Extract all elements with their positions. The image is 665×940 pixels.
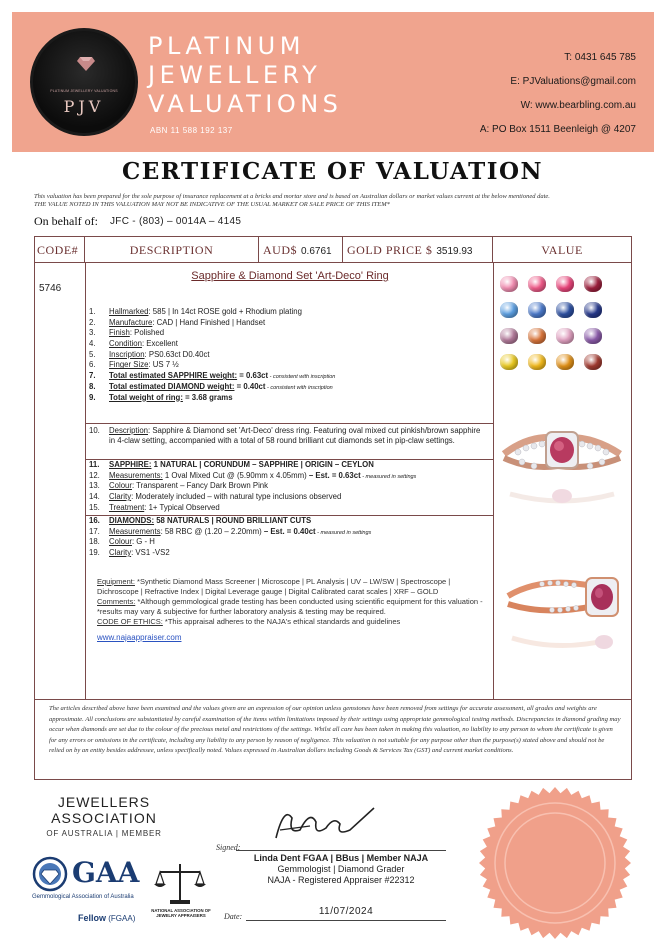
gem-swatch [556, 354, 574, 370]
line-number: 9. [89, 392, 96, 402]
jewellers-line-1: JEWELLERS [57, 794, 151, 810]
brand-line-3: VALUATIONS [148, 90, 343, 118]
gem-swatch [556, 276, 574, 292]
diamond-clarity [85, 548, 493, 559]
gem-swatch [584, 328, 602, 344]
line-number: 13. [89, 481, 100, 491]
colour-label: Colour [109, 537, 132, 547]
line-label: Total estimated SAPPHIRE weight: [109, 371, 238, 381]
letterhead [12, 12, 654, 152]
line-value: : US 7 ½ [148, 360, 179, 370]
postal-address: A: PO Box 1511 Beenleigh @ 4207 [479, 124, 636, 135]
sapphire-section [85, 459, 493, 513]
email: E: PJValuations@gmail.com [510, 76, 636, 87]
gem-swatch [556, 302, 574, 318]
line-number: 1. [89, 307, 96, 316]
colour-value: : G - H [131, 537, 155, 547]
diamond-icon [77, 57, 95, 71]
gold-price-header [343, 237, 493, 263]
jewellers-line-3: OF AUSTRALIA | MEMBER [46, 829, 162, 838]
value-column-divider [493, 263, 494, 699]
line-number: 17. [89, 526, 100, 536]
line-value: : PS0.63ct D0.40ct [144, 349, 210, 359]
embossed-seal-icon [478, 786, 632, 940]
measurements-label: Measurements: [109, 470, 163, 480]
gem-swatch [528, 354, 546, 370]
line-text [109, 318, 265, 329]
line-label: Finish [109, 328, 130, 338]
line-number: 4. [89, 339, 96, 349]
ring-reflection-bottom [508, 632, 620, 654]
estimate-note: - measured in settings [315, 529, 372, 536]
line-number: 5. [89, 349, 96, 359]
signer-details [236, 853, 446, 886]
diamond-heading [85, 516, 493, 527]
treatment-value: : 1+ Typical Observed [144, 502, 220, 512]
estimate-note: - measured in settings [360, 473, 417, 480]
signer-name: Linda Dent FGAA | BBus | Member NAJA [253, 853, 429, 863]
aud-label: AUD$ [263, 243, 297, 257]
line-number: 18. [89, 537, 100, 547]
naja-name: NATIONAL ASSOCIATION OF JEWELRY APPRAISERS [151, 908, 211, 918]
item-code: 5746 [39, 283, 62, 294]
colour-label: Colour [109, 481, 132, 491]
signed-label: Signed: [216, 843, 241, 852]
diamond-summary: 58 NATURALS | ROUND BRILLIANT CUTS [154, 516, 312, 525]
gold-label: GOLD PRICE $ [347, 243, 433, 257]
gaa-full-name: Gemmological Association of Australia [32, 894, 134, 900]
gem-swatch [500, 328, 518, 344]
line-value: : CAD | Hand Finished | Handset [152, 317, 266, 327]
list-item [85, 382, 493, 393]
description-text [109, 426, 487, 446]
website: W: www.bearbling.com.au [520, 100, 636, 111]
item-details [85, 307, 493, 403]
line-number: 3. [89, 328, 96, 338]
gem-swatch [584, 354, 602, 370]
signer-registration: NAJA - Registered Appraiser #22312 [267, 875, 415, 885]
signer-title: Gemmologist | Diamond Grader [277, 864, 405, 874]
line-label: Total weight of ring: [109, 392, 183, 402]
sapphire-colour [85, 481, 493, 492]
jewellers-association-logo [34, 794, 174, 842]
signature [270, 800, 380, 846]
gem-swatch [528, 276, 546, 292]
sapphire-clarity [85, 492, 493, 503]
naja-scales-icon [152, 860, 208, 908]
fellow-suffix: (FGAA) [108, 914, 136, 923]
line-value: : Excellent [141, 339, 178, 349]
description-body: : Sapphire & Diamond set 'Art-Deco' dress ring. Featuring oval mixed cut pinkish/brown sapphire in 4-claw setting, accompanied with a total of 58 round brilliant cut diamonds set in pip-claw settings. [109, 426, 481, 445]
line-label: Total estimated DIAMOND weight: [109, 381, 235, 391]
aud-header [259, 237, 343, 263]
line-number: 15. [89, 502, 100, 512]
line-text [109, 350, 210, 361]
gem-swatch [500, 302, 518, 318]
intro-text [34, 193, 634, 209]
clarity-value: : VS1 -VS2 [131, 548, 170, 558]
line-number: 11. [89, 460, 100, 469]
ethics-text: *This appraisal adheres to the NAJA's ethical standards and guidelines [162, 617, 401, 626]
line-number: 2. [89, 317, 96, 327]
line-label: Manufacture [109, 317, 153, 327]
ring-image-bottom [502, 566, 626, 630]
line-label: Condition [109, 339, 142, 349]
measurements-value: 1 Oval Mixed Cut @ (5.90mm x 4.05mm) [162, 470, 307, 480]
line-number: 8. [89, 381, 96, 391]
line-text [109, 360, 179, 371]
line-label: Hallmarked [109, 307, 149, 316]
line-value: = 3.68 grams [182, 392, 233, 402]
code-header: CODE# [35, 237, 85, 263]
sapphire-summary: 1 NATURAL | CORUNDUM – SAPPHIRE | ORIGIN – CEYLON [151, 460, 374, 469]
gem-swatch [528, 302, 546, 318]
treatment-label: Treatment [109, 502, 145, 512]
description-row [85, 423, 493, 459]
date-value: 11/07/2024 [318, 906, 374, 917]
code-of-ethics [97, 617, 489, 627]
line-number: 7. [89, 371, 96, 381]
description-header: DESCRIPTION [85, 237, 259, 263]
list-item [85, 371, 493, 382]
abn-number: ABN 11 588 192 137 [150, 126, 233, 135]
disclaimer: The articles described above have been examined and the values given are an expression of our opinion unless gemstones have been removed from settings for accurate assessment, all grades and weights are approximate. All conclusions are substantiated by careful examination of the items within limitations imposed by their settings using appropriate gemmological testing methods. Discrepancies in diamond grading may occur when diamonds are set due to the colour of the precious metal and restrictions of the settings. Whilst all care has been taken in making this valuation, no liability to any person to whom the certificate is given for any errors or omissions in the certificate, including any liability to any person by reason of negligence. This valuation is not suitable for any purpose other than the purpose(s) stated above and should not be relied on by an entity besides addressee, unless specifically noted. Values expressed in Australian dollars including Goods & Services Tax (GST) and current market conditions. [49, 705, 621, 754]
equipment-comments [97, 577, 489, 627]
sapphire-measurements [85, 471, 493, 482]
comments-text: *Although gemmological grade testing has been conducted using scientific equipment for this valuation - *results may vary & subjective for further laboratory analysis & testing may be required. [97, 597, 483, 616]
gem-swatch [584, 302, 602, 318]
intro-line-1: This valuation has been prepared for the sole purpose of insurance replacement at a bricks and mortar store and is based on Australian dollars or market values current at the below mentioned date. [34, 193, 550, 200]
value-header: VALUE [541, 243, 583, 257]
gem-swatch [500, 354, 518, 370]
line-number: 12. [89, 470, 100, 480]
colour-value: : Transparent – Fancy Dark Brown Pink [131, 481, 269, 491]
gem-swatch [528, 328, 546, 344]
brand-line-2: JEWELLERY [148, 61, 322, 89]
sapphire-treatment [85, 503, 493, 514]
logo-initials: PJV [63, 97, 105, 116]
gold-value: 3519.93 [436, 246, 473, 257]
line-text [109, 328, 164, 339]
list-item [85, 360, 493, 371]
line-number: 19. [89, 548, 100, 558]
date-line [246, 920, 446, 921]
list-item [85, 328, 493, 339]
gem-swatch [584, 276, 602, 292]
equipment-text: *Synthetic Diamond Mass Screener | Microscope | PL Analysis | UV – LW/SW | Spectroscope | Dichroscope | Refractive Index | Digital Leverage gauge | Digital Calibrated carat scales | XRF – GOLD [97, 577, 451, 596]
on-behalf-label: On behalf of: [34, 214, 98, 228]
disclaimer-divider [35, 699, 631, 700]
clarity-label: Clarity [109, 548, 132, 558]
gaa-letters: GAA [72, 856, 140, 889]
certificate-title: CERTIFICATE OF VALUATION [121, 158, 544, 185]
clarity-value: : Moderately included – with natural type inclusions observed [131, 492, 342, 502]
clarity-label: Clarity [109, 492, 132, 502]
gem-swatch [500, 276, 518, 292]
line-text [109, 307, 302, 318]
logo-small-text: PLATINUM JEWELLERY VALUATIONS [50, 89, 118, 93]
list-item [85, 307, 493, 318]
estimate-value: – Est. = 0.40ct [261, 526, 316, 536]
line-value: : 585 | In 14ct ROSE gold + Rhodium plating [148, 307, 302, 316]
aud-value: 0.6761 [301, 246, 332, 257]
estimate-value: – Est. = 0.63ct [306, 470, 361, 480]
line-label: Inscription [109, 349, 145, 359]
line-value: = 0.40ct [234, 381, 266, 391]
fellow-label: Fellow [78, 913, 107, 923]
diamond-measurements [85, 527, 493, 538]
diamond-section [85, 515, 493, 559]
gem-swatch [556, 328, 574, 344]
ethics-label: CODE OF ETHICS: [97, 617, 163, 626]
line-number: 14. [89, 492, 100, 502]
list-item [85, 339, 493, 350]
equipment-label: Equipment: [97, 577, 135, 586]
comments-label: Comments: [97, 597, 136, 606]
pjv-logo [30, 28, 138, 136]
line-value: = 0.63ct [237, 371, 269, 381]
on-behalf-value: JFC - (803) – 0014A – 4145 [110, 216, 242, 227]
list-item [85, 393, 493, 404]
equipment [97, 577, 489, 597]
brand-line-1: PLATINUM [148, 32, 305, 60]
diamond-label: DIAMONDS: [109, 516, 155, 525]
measurements-value: : 58 RBC @ (1.20 – 2.20mm) [160, 526, 262, 536]
ring-image-top [500, 414, 624, 486]
sapphire-label: SAPPHIRE: [109, 460, 152, 469]
brand-name [148, 32, 408, 119]
line-note: - consistent with inscription [268, 374, 336, 381]
list-item [85, 318, 493, 329]
comments [97, 597, 489, 617]
sapphire-heading [85, 460, 493, 471]
description-label: Description [109, 426, 148, 435]
line-text [109, 339, 178, 350]
intro-line-2: THE VALUE NOTED IN THIS VALUATION MAY NOT BE INDICATIVE OF THE USUAL MARKET OR SALE PRICE OF THIS ITEM* [34, 201, 390, 208]
line-number: 16. [89, 516, 100, 525]
line-text [109, 393, 233, 404]
naja-link[interactable]: www.najaappraiser.com [97, 633, 182, 642]
item-title: Sapphire & Diamond Set 'Art-Deco' Ring [191, 270, 389, 282]
diamond-colour [85, 537, 493, 548]
signature-line [236, 850, 446, 851]
measurements-label: Measurements [109, 526, 161, 536]
jewellers-line-2: ASSOCIATION [51, 810, 157, 826]
gaa-globe-icon [32, 856, 68, 892]
line-number: 10. [89, 426, 100, 435]
fellow-badge [78, 913, 135, 923]
contact-details [480, 46, 636, 142]
line-number: 6. [89, 360, 96, 370]
line-label: Finger Size [109, 360, 149, 370]
list-item [85, 350, 493, 361]
table-header [35, 237, 631, 263]
phone: T: 0431 645 785 [564, 52, 636, 63]
ring-reflection-top [506, 486, 618, 510]
line-note: - consistent with inscription [265, 384, 333, 391]
line-value: : Polished [129, 328, 165, 338]
date-label: Date: [224, 912, 243, 921]
